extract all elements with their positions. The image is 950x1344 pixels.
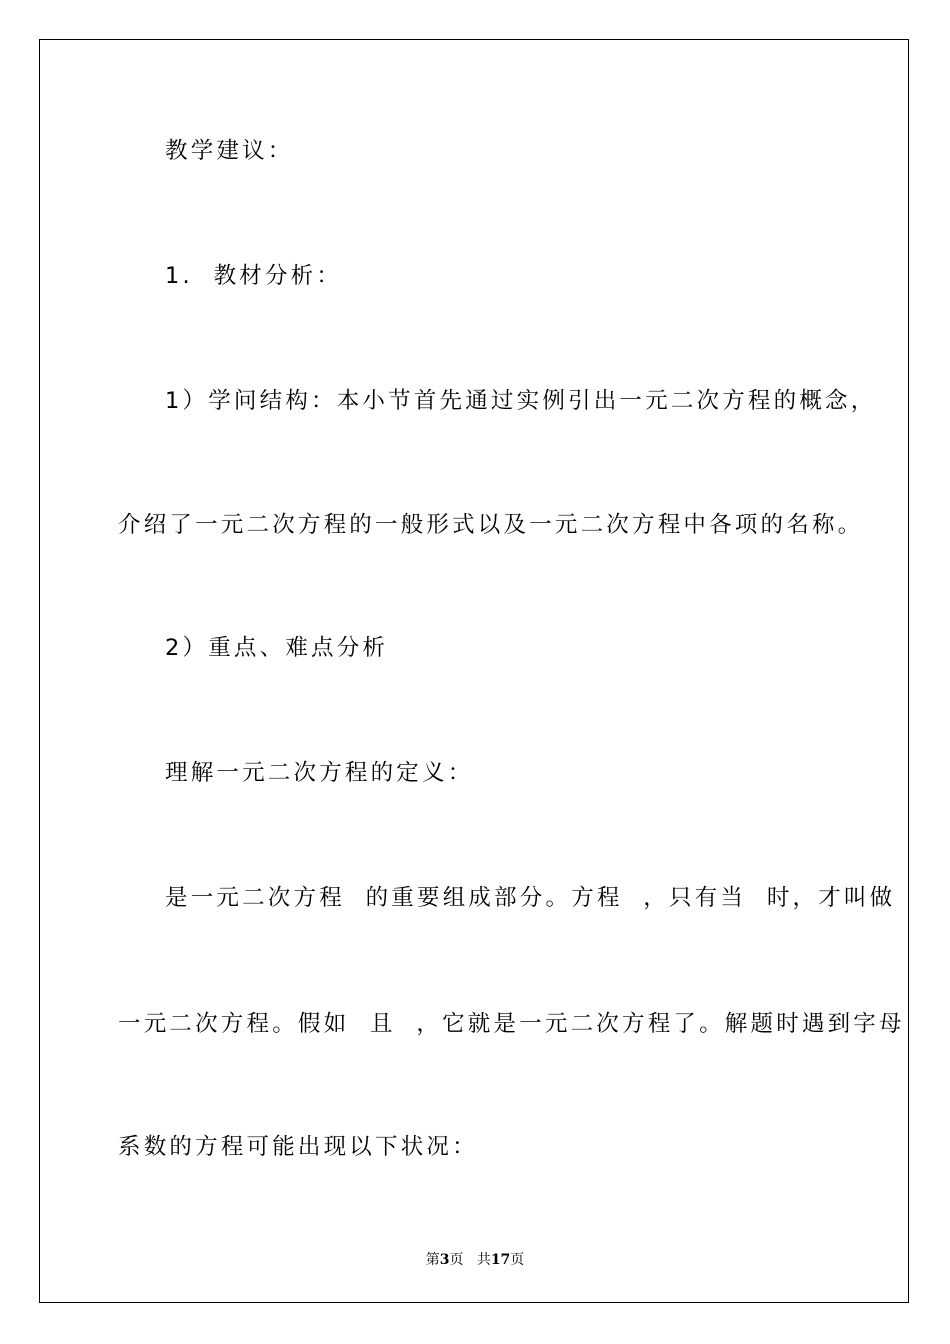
footer-page-total: 17 (490, 1252, 511, 1268)
page-footer (0, 1249, 950, 1269)
paragraph-definition-line-1: 是一元二次方程 的重要组成部分。方程 ，只有当 时，才叫做 (165, 885, 896, 911)
paragraph-definition-line-2: 一元二次方程。假如 且 ，它就是一元二次方程了。解题时遇到字母 (118, 1011, 905, 1037)
paragraph-knowledge-structure-line-1: 1）学问结构：本小节首先通过实例引出一元二次方程的概念， (165, 388, 877, 414)
footer-total-prefix: 共 (476, 1252, 491, 1268)
section-key-difficult-points: 2）重点、难点分析 (165, 635, 389, 661)
footer-page-unit: 页 (449, 1252, 464, 1268)
footer-total-unit: 页 (510, 1252, 525, 1268)
section-textbook-analysis: 1. 教材分析： (165, 263, 343, 289)
page-frame (39, 39, 909, 1303)
heading-teaching-suggestions: 教学建议： (165, 138, 294, 164)
paragraph-definition-line-3: 系数的方程可能出现以下状况： (118, 1134, 478, 1160)
footer-page-prefix: 第 (425, 1252, 440, 1268)
paragraph-knowledge-structure-line-2: 介绍了一元二次方程的一般形式以及一元二次方程中各项的名称。 (118, 512, 864, 538)
paragraph-definition-heading: 理解一元二次方程的定义： (165, 760, 474, 786)
footer-page-current: 3 (439, 1252, 450, 1268)
